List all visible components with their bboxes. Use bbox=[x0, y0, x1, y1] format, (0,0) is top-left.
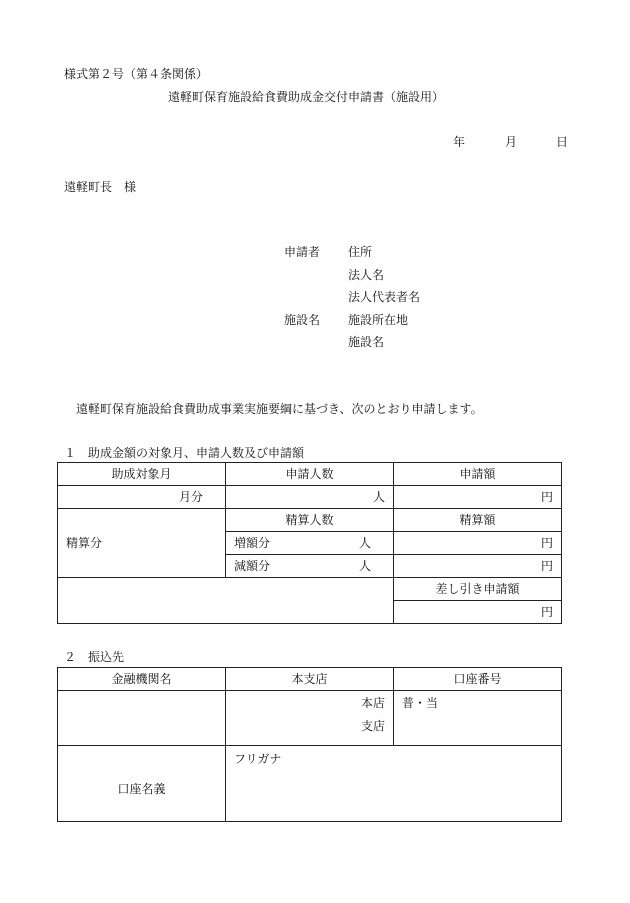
form-number: 様式第２号（第４条関係） bbox=[64, 67, 209, 81]
person-unit: 人 bbox=[358, 559, 371, 573]
month-unit: 月分 bbox=[178, 490, 203, 504]
table-row bbox=[58, 668, 562, 691]
section1-heading: １ 助成金額の対象月、申請人数及び申請額 bbox=[64, 446, 305, 460]
account-type-label: 普・当 bbox=[402, 696, 439, 710]
header-target-month: 助成対象月 bbox=[58, 463, 226, 486]
applicant-address-label: 住所 bbox=[348, 245, 373, 259]
increase-label: 増額分 bbox=[234, 536, 271, 550]
account-holder-cell[interactable] bbox=[226, 746, 562, 822]
document-title: 遠軽町保育施設給食費助成金交付申請書（施設用） bbox=[168, 90, 445, 104]
blank-cell bbox=[58, 578, 394, 624]
account-number-cell[interactable] bbox=[394, 691, 562, 746]
facility-location-label: 施設所在地 bbox=[348, 313, 409, 327]
yen-unit: 円 bbox=[540, 536, 553, 550]
table-row bbox=[58, 691, 562, 746]
decrease-amount-cell[interactable] bbox=[394, 555, 562, 578]
person-unit: 人 bbox=[372, 490, 385, 504]
increase-count-cell[interactable] bbox=[226, 532, 394, 555]
target-month-cell[interactable] bbox=[58, 486, 226, 509]
decrease-count-cell[interactable] bbox=[226, 555, 394, 578]
settlement-label: 精算分 bbox=[58, 509, 226, 578]
date-day: 日 bbox=[556, 135, 569, 149]
increase-amount-cell[interactable] bbox=[394, 532, 562, 555]
sub-branch-label: 支店 bbox=[360, 719, 385, 733]
table-row bbox=[58, 486, 562, 509]
application-statement: 遠軽町保育施設給食費助成事業実施要綱に基づき、次のとおり申請します。 bbox=[76, 402, 483, 416]
corporation-name-label: 法人名 bbox=[348, 268, 385, 282]
main-branch-label: 本店 bbox=[360, 696, 385, 710]
applicant-label: 申請者 bbox=[284, 245, 321, 259]
table-row bbox=[58, 509, 562, 532]
header-settlement-count: 精算人数 bbox=[226, 509, 394, 532]
addressee: 遠軽町長 様 bbox=[64, 180, 137, 194]
bank-name-cell[interactable] bbox=[58, 691, 226, 746]
header-applicant-count: 申請人数 bbox=[226, 463, 394, 486]
applicant-count-cell[interactable] bbox=[226, 486, 394, 509]
table-row bbox=[58, 463, 562, 486]
header-branch: 本支店 bbox=[226, 668, 394, 691]
net-amount-cell[interactable] bbox=[394, 601, 562, 624]
person-unit: 人 bbox=[358, 536, 371, 550]
subsidy-amount-table bbox=[57, 462, 562, 624]
account-holder-label: 口座名義 bbox=[58, 746, 226, 822]
branch-cell[interactable] bbox=[226, 691, 394, 746]
table-row bbox=[58, 746, 562, 822]
date-year: 年 bbox=[453, 135, 466, 149]
furigana-label: フリガナ bbox=[234, 752, 282, 766]
section2-heading: ２ 振込先 bbox=[64, 650, 125, 664]
table-row bbox=[58, 578, 562, 601]
header-bank-name: 金融機関名 bbox=[58, 668, 226, 691]
decrease-label: 減額分 bbox=[234, 559, 271, 573]
facility-name-label: 施設名 bbox=[348, 335, 385, 349]
yen-unit: 円 bbox=[540, 490, 553, 504]
header-account-number: 口座番号 bbox=[394, 668, 562, 691]
yen-unit: 円 bbox=[540, 605, 553, 619]
bank-transfer-table bbox=[57, 667, 562, 822]
representative-name-label: 法人代表者名 bbox=[348, 290, 421, 304]
yen-unit: 円 bbox=[540, 559, 553, 573]
header-settlement-amount: 精算額 bbox=[394, 509, 562, 532]
header-requested-amount: 申請額 bbox=[394, 463, 562, 486]
header-net-amount: 差し引き申請額 bbox=[394, 578, 562, 601]
facility-label: 施設名 bbox=[284, 313, 321, 327]
requested-amount-cell[interactable] bbox=[394, 486, 562, 509]
date-month: 月 bbox=[505, 135, 518, 149]
